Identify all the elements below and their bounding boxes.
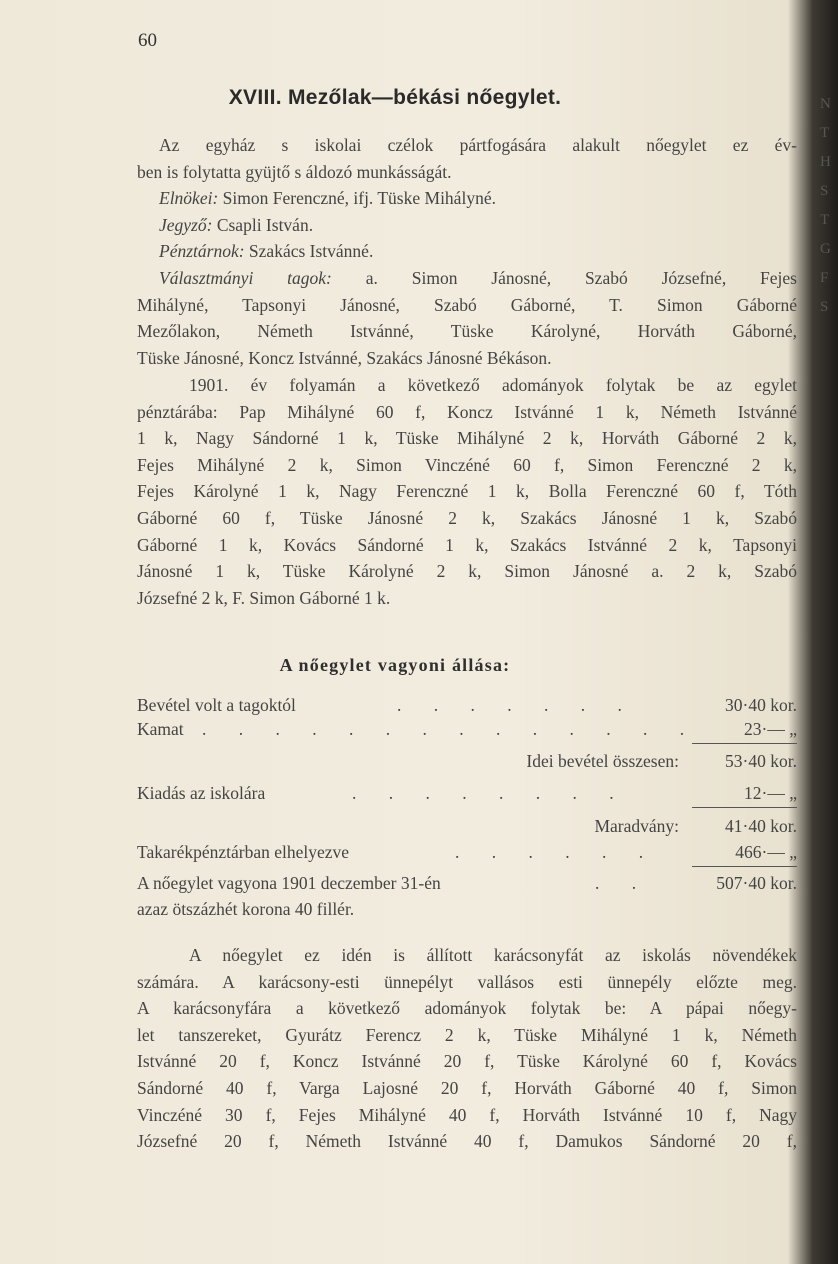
sum-rule xyxy=(692,866,797,867)
officer-names: Simon Ferenczné, ifj. Tüske Mihályné. xyxy=(222,188,496,208)
christmas-line: let tanszereket, Gyurátz Ferencz 2 k, Tüske Mihályné 1 k, Németh xyxy=(137,1024,797,1045)
account-label: Kamat xyxy=(137,719,184,739)
officer-names: Csapli István. xyxy=(216,214,314,235)
account-row-income-total xyxy=(137,751,797,777)
christmas-line: Istvánné 20 f, Koncz Istvánné 20 f, Tüske Károlyné 60 f, Kovács xyxy=(137,1051,797,1072)
intro-line: Az egyház s iskolai czélok pártfogására alakult nőegylet ez év- xyxy=(159,135,797,155)
committee-role: Választmányi tagok: xyxy=(159,268,332,288)
christmas-line: Sándorné 40 f, Varga Lajosné 20 f, Horváth Gáborné 40 f, Simon xyxy=(137,1077,797,1098)
officer-role: Jegyző: xyxy=(159,214,213,235)
christmas-paragraph xyxy=(137,942,797,1155)
committee-line xyxy=(137,265,797,292)
account-label: Kiadás az iskolára xyxy=(137,783,266,803)
officers-list xyxy=(137,185,797,265)
officer-role: Elnökei: xyxy=(159,188,219,208)
donations-line: Fejes Károlyné 1 k, Nagy Ferenczné 1 k, Bolla Ferenczné 60 f, Tóth xyxy=(137,481,797,502)
christmas-line: A nőegylet ez idén is állított karácsonyfát az iskolás növendékek xyxy=(189,945,797,965)
intro-line: ben is folytatta gyüjtő s áldozó munkásságát. xyxy=(137,161,452,182)
committee-names: a. Simon Jánosné, Szabó Józsefné, Fejes xyxy=(365,268,797,288)
donations-line: Fejes Mihályné 2 k, Simon Vinczéné 60 f, Simon Ferenczné 2 k, xyxy=(137,454,797,475)
margin-letter: G xyxy=(820,241,831,257)
committee-paragraph xyxy=(137,265,797,371)
christmas-line: Józsefné 20 f, Németh Istvánné 40 f, Damukos Sándorné 20 f, xyxy=(137,1131,797,1152)
sum-rule xyxy=(692,807,797,808)
account-amount: 41·40 kor. xyxy=(725,816,797,836)
donations-line: 1 k, Nagy Sándorné 1 k, Tüske Mihályné 2 k, Horváth Gáborné 2 k, xyxy=(137,428,797,449)
account-amount: 507·40 kor. xyxy=(716,873,797,893)
assets-heading: A nőegylet vagyoni állása: xyxy=(279,655,511,675)
committee-line: Tüske Jánosné, Koncz Istvánné, Szakács Jánosné Békáson. xyxy=(137,347,552,368)
account-row-expense-school xyxy=(137,783,797,809)
officer-names: Szakács Istvánné. xyxy=(248,241,374,262)
margin-letter: S xyxy=(820,183,829,199)
account-amount: 53·40 kor. xyxy=(725,751,797,771)
donations-line: Jánosné 1 k, Tüske Károlyné 2 k, Simon Jánosné a. 2 k, Szabó xyxy=(137,561,797,582)
donations-line: pénztárába: Pap Mihályné 60 f, Koncz Istvánné 1 k, Németh Istvánné xyxy=(137,401,797,422)
section-heading: XVIII. Mezőlak—békási nőegylet. xyxy=(228,86,562,109)
account-label: Maradvány: xyxy=(594,816,679,836)
facing-page-margin-letters xyxy=(820,90,838,322)
account-row-income-members xyxy=(137,695,797,721)
margin-letter: H xyxy=(820,154,831,170)
account-amount: 23·— „ xyxy=(744,719,797,739)
leader-dots: . . . . . . . xyxy=(397,695,636,715)
account-amount: 12·— „ xyxy=(744,783,797,803)
sum-rule xyxy=(692,743,797,744)
christmas-line: A karácsonyfára a következő adományok folytak be: A pápai nőegy- xyxy=(137,998,797,1019)
account-row-total-words xyxy=(137,899,797,925)
officer-president xyxy=(137,185,797,212)
officer-role: Pénztárnok: xyxy=(159,241,245,262)
christmas-line: számára. A karácsony-esti ünnepélyt vallásos esti ünnepély előzte meg. xyxy=(137,971,797,992)
margin-letter: T xyxy=(820,212,830,228)
account-label: A nőegylet vagyona 1901 deczember 31-én xyxy=(137,873,441,893)
leader-dots: . . . . . . . . xyxy=(352,783,628,803)
intro-paragraph xyxy=(137,132,797,185)
donations-line: Józsefné 2 k, F. Simon Gáborné 1 k. xyxy=(137,587,391,608)
leader-dots: . . . . . . xyxy=(455,842,658,862)
margin-letter: N xyxy=(820,96,831,112)
margin-letter: F xyxy=(820,270,829,286)
account-row-total-assets xyxy=(137,873,797,899)
christmas-line: Vinczéné 30 f, Fejes Mihályné 40 f, Horváth Istvánné 10 f, Nagy xyxy=(137,1104,797,1125)
donations-line: Gáborné 60 f, Tüske Jánosné 2 k, Szakács Jánosné 1 k, Szabó xyxy=(137,507,797,528)
account-amount: 466·— „ xyxy=(735,842,797,862)
page-number: 60 xyxy=(138,30,157,51)
donations-paragraph xyxy=(137,372,797,611)
account-label: Idei bevétel összesen: xyxy=(526,751,679,771)
officer-treasurer xyxy=(137,238,797,265)
account-amount: 30·40 kor. xyxy=(725,695,797,715)
donations-line: Gáborné 1 k, Kovács Sándorné 1 k, Szakács Istvánné 2 k, Tapsonyi xyxy=(137,534,797,555)
account-label: Takarékpénztárban elhelyezve xyxy=(137,842,350,862)
leader-dots: . . . . . . . . . . . . . . xyxy=(202,719,699,739)
committee-line: Mezőlakon, Németh Istvánné, Tüske Károlyné, Horváth Gáborné, xyxy=(137,321,797,342)
margin-letter: T xyxy=(820,125,830,141)
margin-letter: S xyxy=(820,299,829,315)
officer-secretary xyxy=(137,212,797,239)
leader-dots: . . xyxy=(595,873,651,893)
donations-line: 1901. év folyamán a következő adományok folytak be az egylet xyxy=(189,375,797,395)
committee-line: Mihályné, Tapsonyi Jánosné, Szabó Gáborné, T. Simon Gáborné xyxy=(137,294,797,315)
account-row-interest xyxy=(137,719,797,745)
account-row-remainder xyxy=(137,816,797,842)
account-label: Bevétel volt a tagoktól xyxy=(137,695,296,715)
account-row-savings-bank xyxy=(137,842,797,868)
account-total-words: azaz ötszázhét korona 40 fillér. xyxy=(137,899,355,919)
